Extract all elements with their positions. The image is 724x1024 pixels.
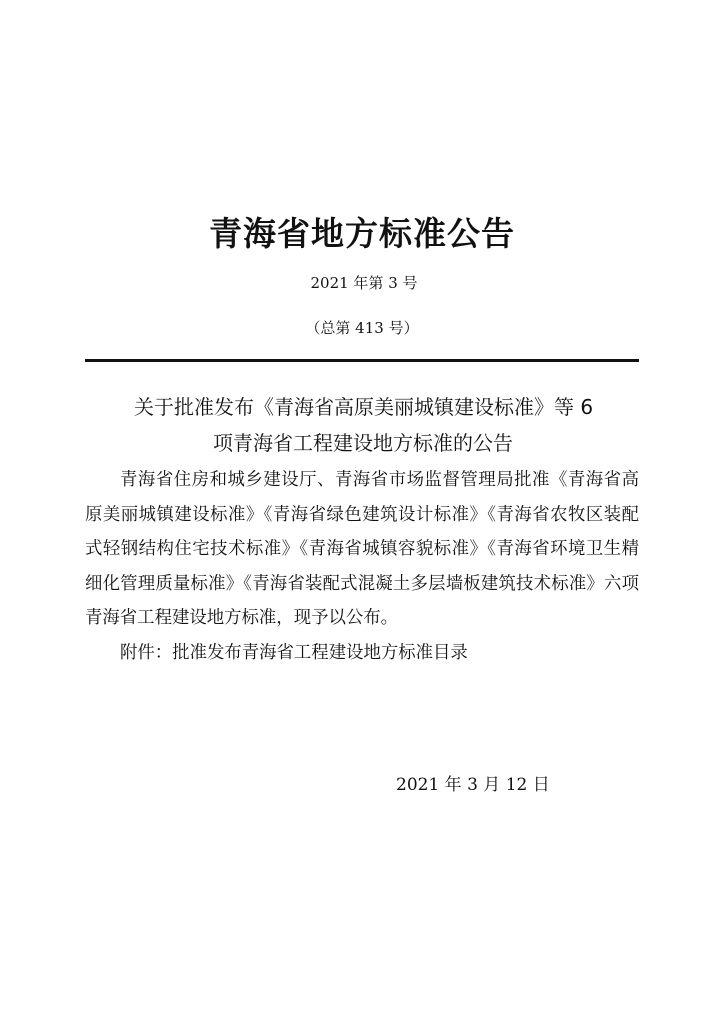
notice-heading-line-2: 项青海省工程建设地方标准的公告 [213,431,513,455]
header-divider [85,359,639,362]
notice-heading-line-1: 关于批准发布《青海省高原美丽城镇建设标准》等 6 [134,395,594,419]
attachment-line: 附件：批准发布青海省工程建设地方标准目录 [120,642,468,663]
issue-number: 2021 年第 3 号 [310,274,418,292]
serial-number: （总第 413 号） [305,319,419,337]
document-title: 青海省地方标准公告 [209,214,515,253]
issue-date: 2021 年 3 月 12 日 [396,775,550,795]
notice-heading [85,389,639,461]
body-paragraph: 青海省住房和城乡建设厅、青海省市场监督管理局批准《青海省高原美丽城镇建设标准》《青海省绿色建筑设计标准》《青海省农牧区装配式轻钢结构住宅技术标准》《青海省城镇容貌标准》《青海省环境卫生精细化管理质量标准》《青海省装配式混凝土多层墙板建筑技术标准》六项青海省工程建设地方标准，现予以公布。 [85,470,639,628]
notice-body [85,463,639,670]
